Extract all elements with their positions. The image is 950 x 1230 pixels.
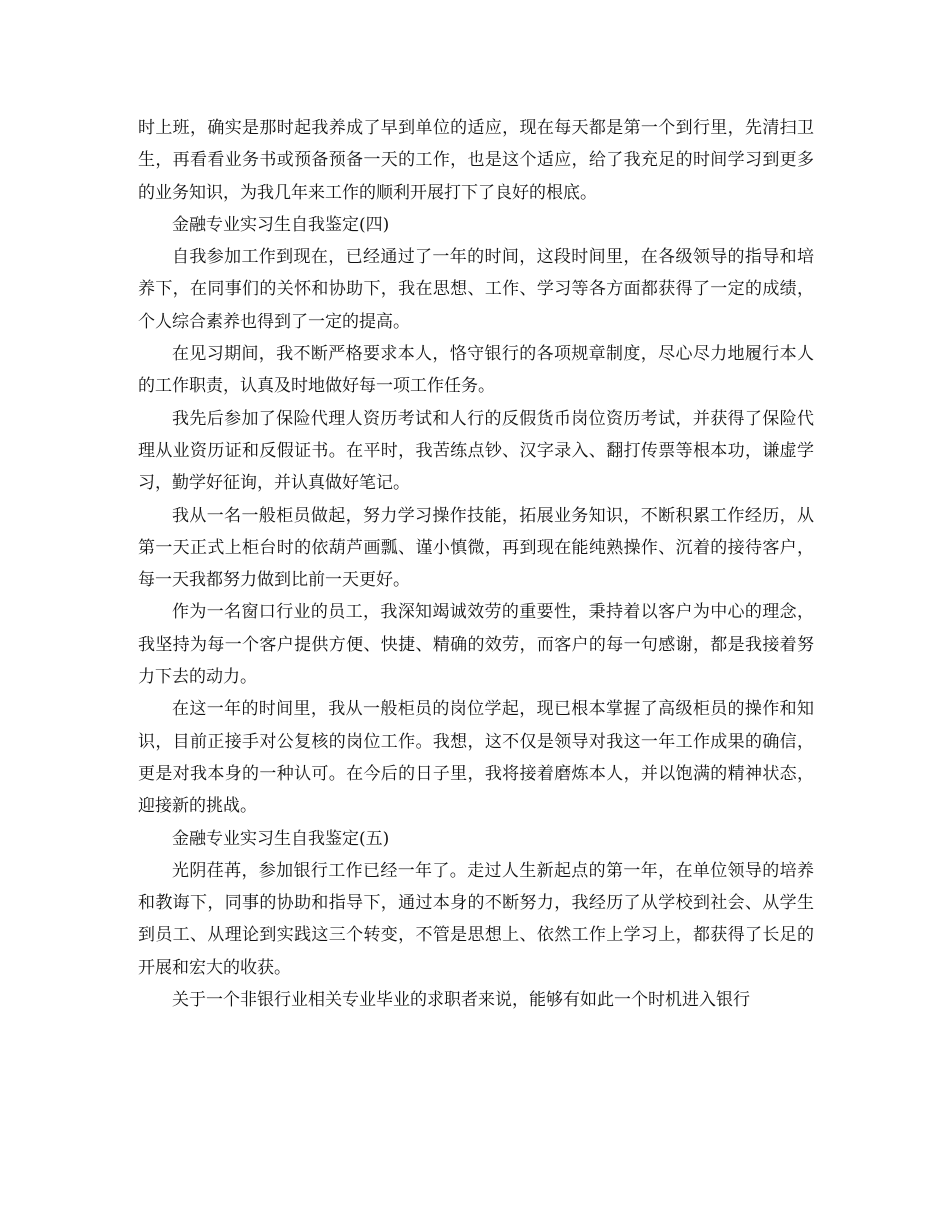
- section-heading-4: 金融专业实习生自我鉴定(四): [172, 214, 390, 235]
- paragraph: 光阴荏苒，参加银行工作已经一年了。走过人生新起点的第一年，在单位领导的培养和教诲下，同事的协助和指导下，通过本身的不断努力，我经历了从学校到社会、从学生到员工、从理论到实践这三个转变，不管是思想上、依然工作上学习上，都获得了长足的开展和宏大的收获。: [138, 860, 814, 978]
- paragraph-continuation: 时上班，确实是那时起我养成了早到单位的适应，现在每天都是第一个到行里，先清扫卫生，再看看业务书或预备预备一天的工作，也是这个适应，给了我充足的时间学习到更多的业务知识，为我几年来工作的顺利开展打下了良好的根底。: [138, 118, 814, 203]
- paragraph: 我先后参加了保险代理人资历考试和人行的反假货币岗位资历考试，并获得了保险代理从业资历证和反假证书。在平时，我苦练点钞、汉字录入、翻打传票等根本功，谦虚学习，勤学好征询，并认真做好笔记。: [138, 408, 814, 494]
- paragraph: 关于一个非银行业相关专业毕业的求职者来说，能够有如此一个时机进入银行: [172, 990, 750, 1011]
- document-body: [138, 112, 814, 1016]
- paragraph: 作为一名窗口行业的员工，我深知竭诚效劳的重要性，秉持着以客户为中心的理念，我坚持为每一个客户提供方便、快捷、精确的效劳，而客户的每一句感谢，都是我接着努力下去的动力。: [138, 602, 814, 688]
- paragraph: 在见习期间，我不断严格要求本人，恪守银行的各项规章制度，尽心尽力地履行本人的工作职责，认真及时地做好每一项工作任务。: [138, 344, 814, 397]
- section-heading-5: 金融专业实习生自我鉴定(五): [172, 828, 390, 849]
- paragraph: 我从一名一般柜员做起，努力学习操作技能，拓展业务知识，不断积累工作经历，从第一天正式上柜台时的依葫芦画瓢、谨小慎微，再到现在能纯熟操作、沉着的接待客户，每一天我都努力做到比前一天更好。: [138, 505, 814, 591]
- paragraph: 自我参加工作到现在，已经通过了一年的时间，这段时间里，在各级领导的指导和培养下，在同事们的关怀和协助下，我在思想、工作、学习等各方面都获得了一定的成绩，个人综合素养也得到了一定的提高。: [138, 247, 814, 332]
- paragraph: 在这一年的时间里，我从一般柜员的岗位学起，现已根本掌握了高级柜员的操作和知识，目前正接手对公复核的岗位工作。我想，这不仅是领导对我这一年工作成果的确信，更是对我本身的一种认可。在今后的日子里，我将接着磨炼本人，并以饱满的精神状态，迎接新的挑战。: [138, 699, 814, 817]
